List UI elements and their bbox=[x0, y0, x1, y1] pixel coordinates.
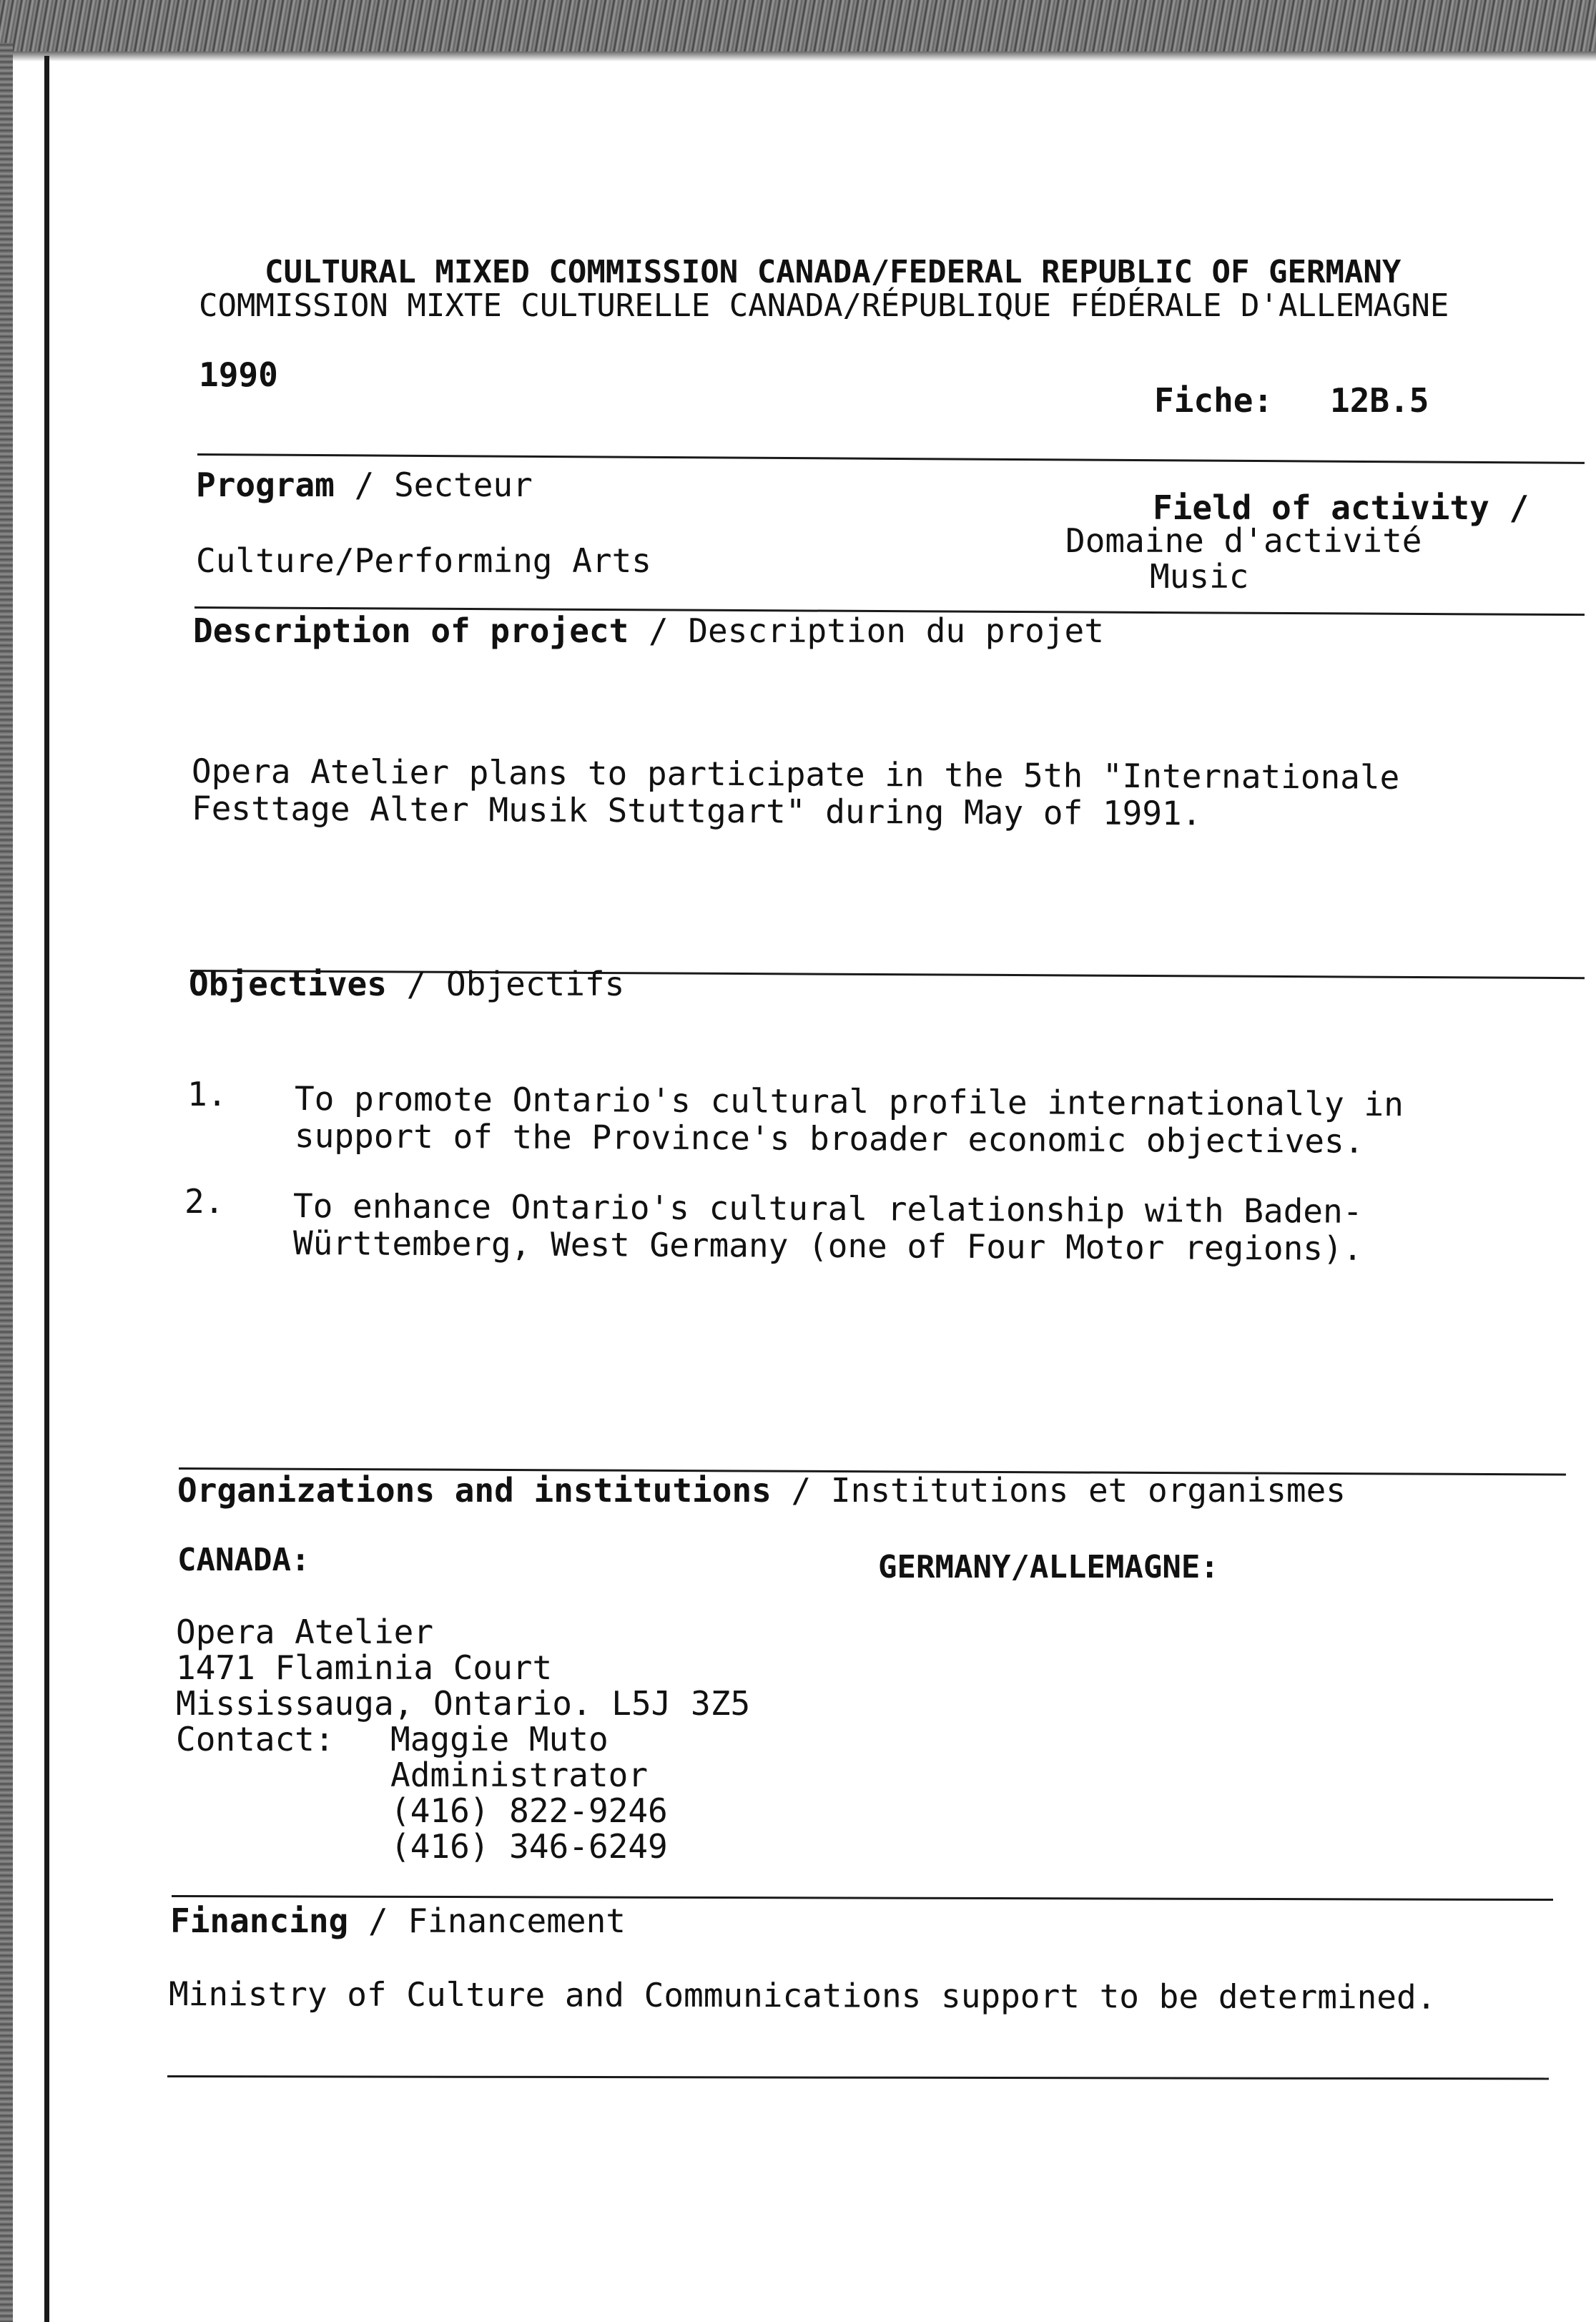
header-title-en: CULTURAL MIXED COMMISSION CANADA/FEDERAL REPUBLIC OF GERMANY bbox=[265, 254, 1402, 290]
divider-header bbox=[197, 453, 1585, 464]
contact-label: Contact: bbox=[176, 1720, 335, 1758]
objectives-label-rest: / Objectifs bbox=[386, 965, 625, 1003]
financing-label-bold: Financing bbox=[170, 1902, 349, 1940]
organizations-label-bold: Organizations and institutions bbox=[177, 1471, 772, 1510]
program-label-bold: Program bbox=[196, 466, 335, 504]
program-label-rest: / Secteur bbox=[334, 466, 533, 504]
header-title-fr: COMMISSION MIXTE CULTURELLE CANADA/RÉPUBLIQUE FÉDÉRALE D'ALLEMAGNE bbox=[199, 287, 1449, 324]
description-line-2: Festtage Alter Musik Stuttgart" during May of 1991. bbox=[191, 789, 1202, 833]
germany-label: GERMANY/ALLEMAGNE: bbox=[878, 1549, 1219, 1585]
description-label-rest: / Description du projet bbox=[629, 611, 1104, 650]
description-line-1: Opera Atelier plans to participate in the 5th "Internationale bbox=[191, 752, 1400, 797]
canada-label: CANADA: bbox=[177, 1542, 310, 1578]
program-value: Culture/Performing Arts bbox=[196, 541, 651, 580]
field-label-fr: Domaine d'activité bbox=[1065, 521, 1422, 560]
canada-org-line: Mississauga, Ontario. L5J 3Z5 bbox=[176, 1684, 751, 1723]
financing-label-rest: / Financement bbox=[348, 1902, 626, 1940]
field-label-en: Field of activity / bbox=[1153, 488, 1530, 527]
financing-label bbox=[170, 1902, 626, 1939]
objective-line: Württemberg, West Germany (one of Four Motor regions). bbox=[292, 1224, 1363, 1268]
scan-border-left bbox=[0, 43, 13, 2322]
divider-financing bbox=[167, 2075, 1549, 2080]
objective-line: support of the Province's broader economic objectives. bbox=[294, 1116, 1364, 1161]
objective-line: To promote Ontario's cultural profile internationally in bbox=[294, 1079, 1404, 1124]
objective-line: To enhance Ontario's cultural relationship with Baden- bbox=[292, 1186, 1363, 1231]
canada-org-line: 1471 Flaminia Court bbox=[176, 1648, 553, 1687]
organizations-label bbox=[177, 1472, 1346, 1509]
scan-border-top-edge bbox=[0, 51, 1596, 62]
field-value: Music bbox=[1150, 557, 1249, 596]
document-year: 1990 bbox=[199, 355, 278, 394]
program-label bbox=[196, 466, 533, 503]
objectives-label-bold: Objectives bbox=[189, 965, 387, 1003]
description-label-bold: Description of project bbox=[193, 611, 629, 650]
objective-number: 1. bbox=[187, 1075, 227, 1113]
scan-margin-line bbox=[44, 56, 49, 2322]
contact-phone: (416) 822-9246 bbox=[390, 1791, 668, 1830]
contact-name: Maggie Muto bbox=[390, 1720, 609, 1758]
objectives-label bbox=[189, 965, 624, 1003]
organizations-label-rest: / Institutions et organismes bbox=[771, 1471, 1346, 1510]
scan-border-top bbox=[0, 0, 1596, 57]
divider-organizations bbox=[172, 1895, 1553, 1901]
objective-number: 2. bbox=[184, 1182, 225, 1221]
contact-title: Administrator bbox=[390, 1756, 649, 1794]
financing-value: Ministry of Culture and Communications support to be determined. bbox=[168, 1974, 1437, 2017]
fiche-label: Fiche: bbox=[1154, 381, 1274, 420]
fiche-number: 12B.5 bbox=[1330, 381, 1429, 420]
contact-phone: (416) 346-6249 bbox=[390, 1827, 668, 1866]
canada-org-line: Opera Atelier bbox=[176, 1613, 434, 1651]
description-label bbox=[193, 612, 1104, 649]
